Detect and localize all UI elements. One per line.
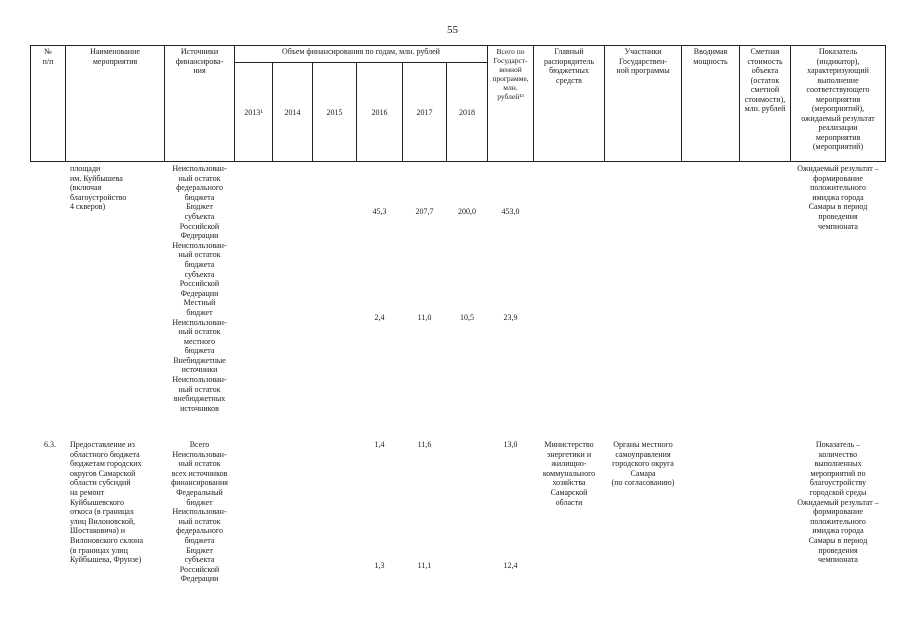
header-year-2015: 2015	[326, 108, 343, 117]
header-total: Всего по Государст- венной программе, млн. рублей¹³	[492, 47, 529, 101]
block2-total-sum: 13,0	[503, 440, 518, 449]
header-name: Наименование мероприятия	[90, 47, 140, 66]
block1-local-2016: 2,4	[374, 313, 385, 322]
header-year-2014: 2014	[284, 108, 301, 117]
header-volume: Объем финансирования по годам, млн. рублей	[282, 47, 440, 56]
block1-sources: Неиспользован- ный остаток федерального бюджета Бюджет субъекта Российской Федерации Неиспользован- ный остаток бюджета субъекта Российской Федерации Местный бюджет Неиспользован- ный остаток местного бюджета Внебюджетные источники Неиспользован- ный остаток внебюджетных источников	[172, 164, 227, 413]
block2-num: 6.3.	[44, 440, 56, 449]
block2-name: Предоставление из областного бюджета бюджетам городских округов Самарской области субсидий на ремонт Куйбышевского откоса (в границах улиц Вилоновской, Шостаковича) и Вилоновского склона (в границах улиц Куйбышева, Фрунзе)	[70, 440, 143, 565]
block2-regional-2016: 1,3	[374, 561, 385, 570]
block1-regional-2017: 207,7	[415, 207, 434, 216]
header-capacity: Вводимая мощность	[693, 47, 728, 66]
block2-regional-total: 12,4	[503, 561, 518, 570]
header-year-2018: 2018	[459, 108, 475, 117]
header-year-2013: 2013¹	[244, 108, 263, 117]
block1-regional-2016: 45,3	[372, 207, 387, 216]
block1-local-2018: 10,5	[460, 313, 474, 322]
header-cost: Сметная стоимость объекта (остаток сметной стоимости), млн. рублей	[744, 47, 786, 113]
header-main-admin: Главный распорядитель бюджетных средств	[543, 47, 595, 85]
page-number: 55	[447, 24, 458, 36]
block2-indicator: Показатель – количество выполненных мероприятий по благоустройству городской среды Ожидаемый результат – формирование положительного имиджа города Самары в период проведения чемпионата	[797, 440, 879, 565]
header-year-2017: 2017	[416, 108, 433, 117]
block2-total-2016: 1,4	[374, 440, 385, 449]
block1-local-2017: 11,0	[417, 313, 432, 322]
header-indicator: Показатель (индикатор), характеризующий выполнение соответствующего мероприятия (мероприятий), ожидаемый результат реализации мероприятия (мероприятий)	[801, 47, 875, 151]
block1-name: площади им. Куйбышева (включая благоустройство 4 скверов)	[70, 164, 127, 212]
block2-regional-2017: 11,1	[417, 561, 432, 570]
block1-regional-2018: 200,0	[458, 207, 476, 216]
block1-regional-total: 453,0	[501, 207, 520, 216]
block2-participants: Органы местного самоуправления городского округа Самара (по согласованию)	[611, 440, 675, 488]
header-year-2016: 2016	[371, 108, 388, 117]
header-participants: Участники Государствен- ной программы	[616, 47, 670, 75]
block2-main-admin: Министерство энергетики и жилищно- коммунального хозяйства Самарской области	[542, 440, 596, 507]
header-sources: Источники финансирова- ния	[175, 47, 224, 75]
block2-sources: Всего Неиспользован- ный остаток всех источников финансирования Федеральный бюджет Неиспользован- ный остаток федерального бюджета Бюджет субъекта Российской Федерации	[171, 440, 228, 584]
block1-local-total: 23,9	[503, 313, 518, 322]
block1-indicator: Ожидаемый результат – формирование положительного имиджа города Самары в период проведения чемпионата	[797, 164, 879, 231]
block2-total-2017: 11,6	[417, 440, 432, 449]
header-num: № п/п	[42, 47, 54, 66]
